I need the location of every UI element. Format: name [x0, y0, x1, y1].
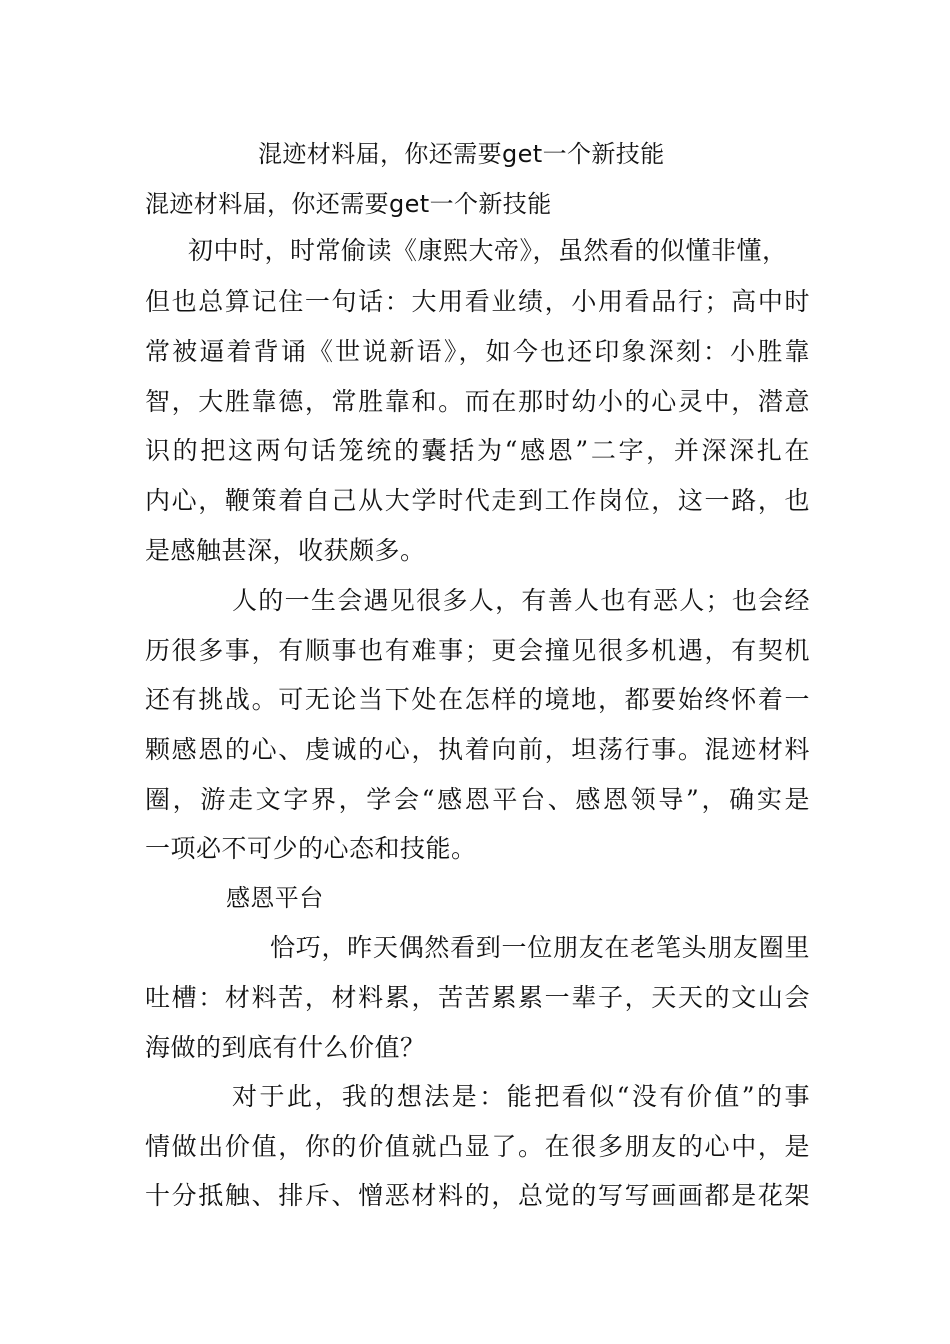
document-title: 混迹材料届，你还需要get一个新技能 [145, 190, 552, 218]
section-paragraph-2-line-2: 情做出价值，你的价值就凸显了。在很多朋友的心中，是 [145, 1132, 810, 1161]
paragraph-2-line-2: 历很多事，有顺事也有难事；更会撞见很多机遇，有契机 [145, 636, 810, 665]
section-paragraph-2-line-3: 十分抵触、排斥、憎恶材料的，总觉的写写画画都是花架 [145, 1181, 810, 1210]
paragraph-1-line-4: 智，大胜靠德，常胜靠和。而在那时幼小的心灵中，潜意 [145, 387, 810, 416]
document-title-centered: 混迹材料届，你还需要get一个新技能 [258, 140, 665, 168]
paragraph-1-line-5: 识的把这两句话笼统的囊括为“感恩”二字，并深深扎在 [145, 436, 810, 465]
paragraph-1-line-2: 但也总算记住一句话：大用看业绩，小用看品行；高中时 [145, 287, 810, 316]
paragraph-1-line-7: 是感触甚深，收获颇多。 [145, 536, 426, 565]
paragraph-2-line-6: 一项必不可少的心态和技能。 [145, 834, 477, 863]
section-paragraph-2-line-1: 对于此，我的想法是：能把看似“没有价值”的事 [232, 1082, 810, 1111]
paragraph-1-line-6: 内心，鞭策着自己从大学时代走到工作岗位，这一路，也 [145, 486, 810, 515]
paragraph-1-line-1: 初中时，时常偷读《康熙大帝》，虽然看的似懂非懂， [188, 236, 788, 265]
section-heading: 感恩平台 [226, 884, 324, 912]
paragraph-2-line-3: 还有挑战。可无论当下处在怎样的境地，都要始终怀着一 [145, 685, 810, 714]
section-paragraph-1-line-2: 吐槽：材料苦，材料累，苦苦累累一辈子，天天的文山会 [145, 983, 810, 1012]
section-paragraph-1-line-3: 海做的到底有什么价值？ [145, 1033, 426, 1062]
paragraph-2-line-4: 颗感恩的心、虔诚的心，执着向前，坦荡行事。混迹材料 [145, 735, 810, 764]
paragraph-2-line-1: 人的一生会遇见很多人，有善人也有恶人；也会经 [232, 586, 810, 615]
section-paragraph-1-line-1: 恰巧，昨天偶然看到一位朋友在老笔头朋友圈里 [270, 933, 810, 962]
paragraph-2-line-5: 圈，游走文字界，学会“感恩平台、感恩领导”，确实是 [145, 785, 810, 814]
paragraph-1-line-3: 常被逼着背诵《世说新语》，如今也还印象深刻：小胜靠 [145, 337, 810, 366]
